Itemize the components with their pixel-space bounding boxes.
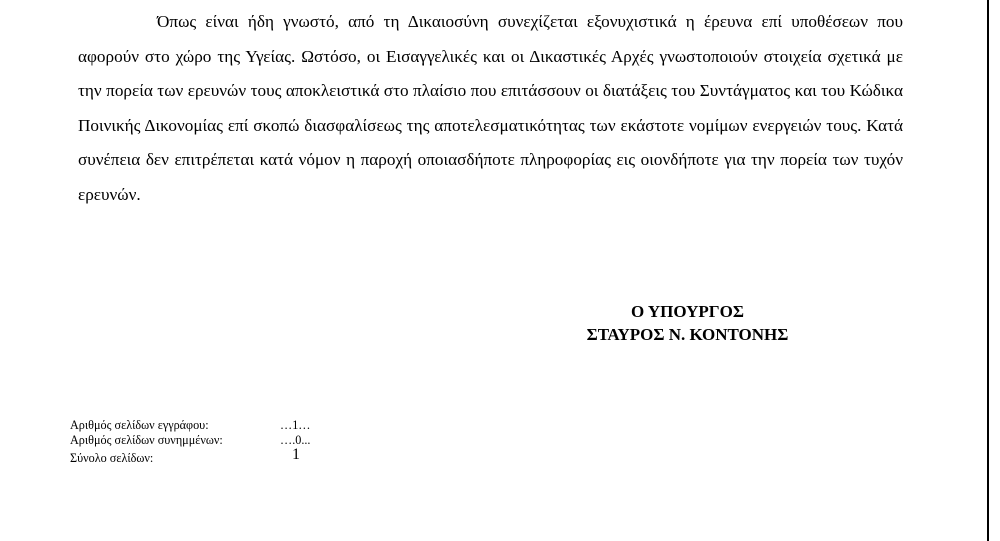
total-pages-value: 1 [292, 446, 300, 463]
signature-block [555, 300, 820, 346]
document-pages-value: …1… [280, 418, 311, 432]
body-paragraph: Όπως είναι ήδη γνωστό, από τη Δικαιοσύνη συνεχίζεται εξονυχιστικά η έρευνα επί υποθέσεων που αφορούν στο χώρο της Υγείας. Ωστόσο, οι Εισαγγελικές και οι Δικαστικές Αρχές γνωστοποιούν στοιχεία σχετικά με την πορεία των ερευνών τους αποκλειστικά στο πλαίσιο που επιτάσσουν οι διατάξεις του Συντάγματος και του Κώδικα Ποινικής Δικονομίας επί σκοπώ διασφαλίσεως της αποτελεσματικότητας των εκάστοτε νομίμων ενεργειών τους. Κατά συνέπεια δεν επιτρέπεται κατά νόμον η παροχή οποιασδήποτε πληροφορίας εις οιονδήποτε για την πορεία των τυχόν ερευνών. [78, 12, 903, 204]
signature-title: Ο ΥΠΟΥΡΓΟΣ [631, 302, 744, 321]
total-pages-label: Σύνολο σελίδων: [70, 451, 154, 465]
attachment-pages-label: Αριθμός σελίδων συνημμένων: [70, 433, 223, 447]
document-pages-label: Αριθμός σελίδων εγγράφου: [70, 418, 209, 432]
attachment-pages-value: ….0... [280, 433, 311, 447]
page-border-line [987, 0, 989, 541]
signature-name: ΣΤΑΥΡΟΣ Ν. ΚΟΝΤΟΝΗΣ [586, 325, 789, 344]
